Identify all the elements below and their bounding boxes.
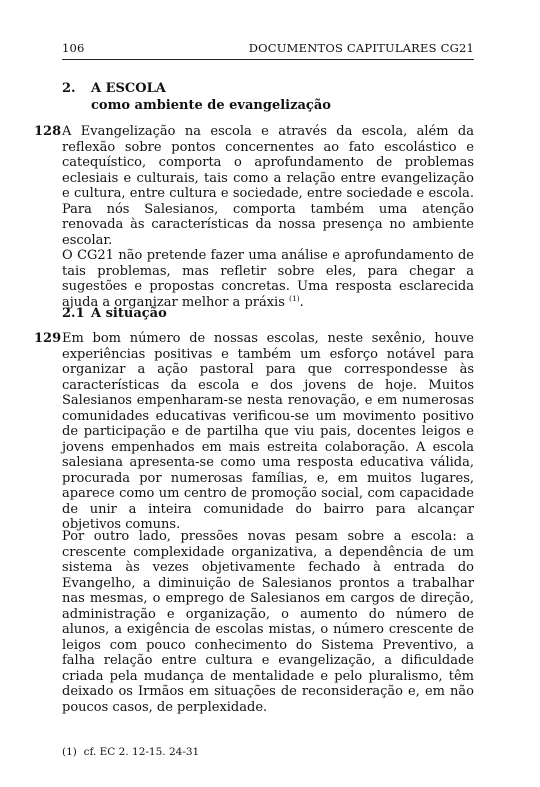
paragraph-128 bbox=[62, 124, 474, 310]
footnote-reference: (1) bbox=[289, 293, 300, 303]
page-number: 106 bbox=[62, 41, 85, 55]
running-header bbox=[62, 41, 474, 55]
footnote-text: cf. EC 2. 12-15. 24-31 bbox=[83, 746, 200, 758]
paragraph-129 bbox=[62, 331, 474, 533]
section-number: 2. bbox=[62, 81, 76, 96]
section-title: A ESCOLA bbox=[91, 81, 166, 96]
section-heading bbox=[62, 80, 331, 114]
subsection-number: 2.1 bbox=[62, 306, 85, 321]
paragraph-128-text-2 bbox=[62, 248, 474, 310]
subsection-heading bbox=[62, 305, 167, 322]
paragraph-129-text-2: Por outro lado, pressões novas pesam sobre a escola: a crescente complexidade organizativa, a dependência de um sistema às vezes objetivamente fechado à entrada do Evangelho, a diminuição de Salesianos prontos a trabalhar nas mesmas, o emprego de Salesianos em cargos de direção, administração e organização, o aumento do número de alunos, a exigência de escolas mistas, o número crescente de leigos com pouco conhecimento do Sistema Preventivo, a falha relação entre cultura e evangelização, a dificuldade criada pela mudança de mentalidade e pelo pluralismo, têm deixado os Irmãos em situações de reconsideração e, em não poucos casos, de perplexidade. bbox=[62, 529, 474, 715]
paragraph-128-text-1: A Evangelização na escola e através da escola, além da reflexão sobre pontos concernentes ao fato escolástico e catequístico, comporta o aprofundamento de problemas eclesiais e culturais, tais como a relação entre evangelização e cultura, entre cultura e sociedade, entre sociedade e escola. Para nós Salesianos, comporta também uma atenção renovada às características da nossa presença no ambiente escolar. bbox=[62, 124, 474, 248]
paragraph-number-129: 129 bbox=[34, 331, 62, 346]
paragraph-129-continued bbox=[62, 529, 474, 715]
footnote-marker: (1) bbox=[62, 746, 77, 758]
header-rule bbox=[62, 59, 474, 60]
section-subtitle: como ambiente de evangelização bbox=[91, 98, 331, 113]
paragraph-number-128: 128 bbox=[34, 124, 62, 139]
footnote bbox=[62, 746, 199, 758]
running-title: DOCUMENTOS CAPITULARES CG21 bbox=[248, 41, 474, 55]
paragraph-129-text-1: Em bom número de nossas escolas, neste sexênio, houve experiências positivas e também um esforço notável para organizar a ação pastoral para que correspondesse às características da escola e dos jovens de hoje. Muitos Salesianos empenharam-se nesta renovação, e em numerosas comunidades educativas verificou-se um movimento positivo de participação e de partilha que viu pais, docentes leigos e jovens empenhados em mais estreita colaboração. A escola salesiana apresenta-se como uma resposta educativa válida, procurada por numerosas famílias, e, em muitos lugares, aparece como um centro de promoção social, com capacidade de unir a inteira comunidade do bairro para alcançar objetivos comuns. bbox=[62, 331, 474, 532]
paragraph-128-text-2-body: O CG21 não pretende fazer uma análise e aprofundamento de tais problemas, mas refletir sobre eles, para chegar a sugestões e propostas concretas. Uma resposta esclarecida ajuda a organizar melhor a práxis bbox=[62, 248, 474, 310]
paragraph-128-text-2-end: . bbox=[299, 294, 304, 310]
subsection-title: A situação bbox=[91, 306, 167, 321]
